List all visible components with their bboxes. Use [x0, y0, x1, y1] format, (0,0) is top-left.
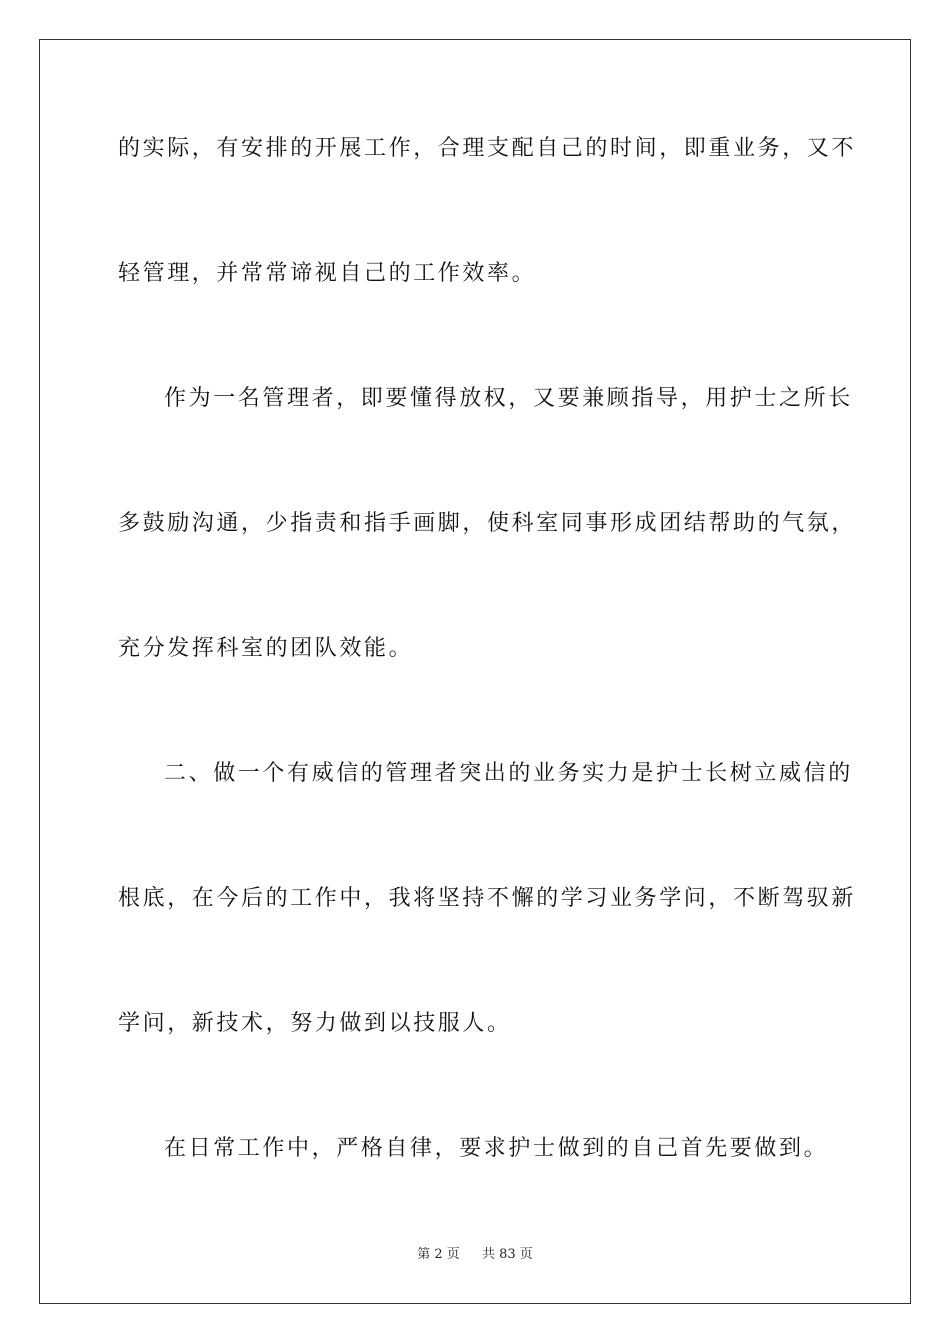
text-line-8: 学问，新技术，努力做到以技服人。 [118, 1011, 512, 1036]
page-frame [39, 39, 911, 1304]
page-footer [0, 1246, 950, 1264]
page-number-total: 共 83 页 [481, 1247, 533, 1262]
text-line-4: 多鼓励沟通，少指责和指手画脚，使科室同事形成团结帮助的气氛， [118, 511, 857, 536]
text-line-3: 作为一名管理者，即要懂得放权，又要兼顾指导，用护士之所长 [164, 386, 853, 411]
text-line-2: 轻管理，并常常谛视自己的工作效率。 [118, 261, 537, 286]
text-line-5: 充分发挥科室的团队效能。 [118, 636, 414, 661]
text-line-7: 根底，在今后的工作中，我将坚持不懈的学习业务学问，不断驾驭新 [118, 886, 857, 911]
text-line-1: 的实际，有安排的开展工作，合理支配自己的时间，即重业务，又不 [118, 136, 857, 161]
text-line-6: 二、做一个有威信的管理者突出的业务实力是护士长树立威信的 [164, 761, 853, 786]
page-number-current: 第 2 页 [417, 1247, 460, 1262]
text-line-9: 在日常工作中，严格自律，要求护士做到的自己首先要做到。 [164, 1136, 829, 1161]
